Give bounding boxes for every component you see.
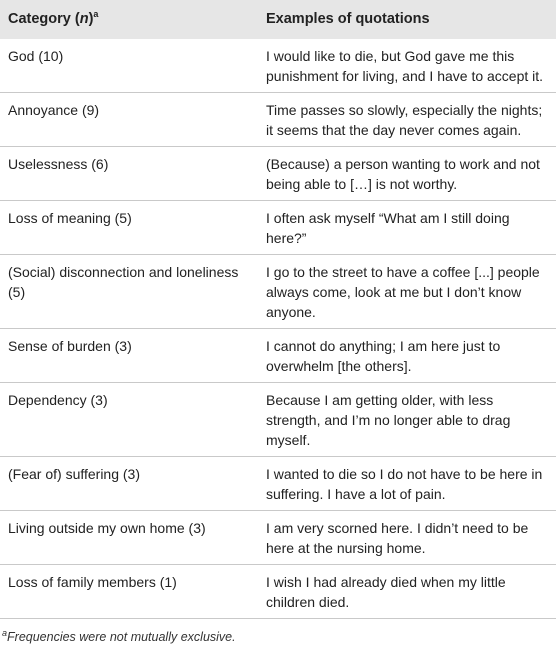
row-quote: I am very scorned here. I didn’t need to be here at the nursing home. — [256, 511, 556, 565]
row-quote: Because I am getting older, with less strength, and I’m no longer able to drag myself. — [256, 383, 556, 457]
row-quote: I go to the street to have a coffee [...] people always come, look at me but I don’t know anyone. — [256, 255, 556, 329]
row-quote: I wish I had already died when my little children died. — [256, 565, 556, 619]
row-category: Dependency (3) — [0, 383, 256, 457]
table-row — [0, 201, 556, 255]
table-row — [0, 565, 556, 619]
row-category: Loss of family members (1) — [0, 565, 256, 619]
header-category — [0, 0, 256, 39]
row-quote: I often ask myself “What am I still doing here?” — [256, 201, 556, 255]
table-row — [0, 511, 556, 565]
row-quote: I would like to die, but God gave me this punishment for living, and I have to accept it. — [266, 48, 544, 84]
table-row — [0, 255, 556, 329]
header-category-footnote-marker: a — [93, 9, 99, 20]
table-row — [0, 39, 556, 93]
row-quote: I wanted to die so I do not have to be here in suffering. I have a lot of pain. — [256, 457, 556, 511]
footnote-marker: a — [2, 627, 8, 638]
table-footnote — [0, 627, 236, 644]
table-row — [0, 457, 556, 511]
row-quote: Time passes so slowly, especially the nights; it seems that the day never comes again. — [256, 93, 556, 147]
row-category: Living outside my own home (3) — [0, 511, 256, 565]
table-row — [0, 147, 556, 201]
header-category-n: n — [79, 11, 89, 27]
row-category: (Fear of) suffering (3) — [0, 457, 256, 511]
table-row — [0, 383, 556, 457]
row-category: (Social) disconnection and loneliness (5) — [0, 255, 256, 329]
row-quote: (Because) a person wanting to work and not being able to […] is not worthy. — [256, 147, 556, 201]
footnote-text: Frequencies were not mutually exclusive. — [7, 630, 236, 644]
row-quote: I cannot do anything; I am here just to overwhelm [the others]. — [256, 329, 556, 383]
row-category: Sense of burden (3) — [0, 329, 256, 383]
row-category: God (10) — [8, 48, 64, 64]
header-category-suffix: ) — [88, 11, 94, 27]
table-row — [0, 93, 556, 147]
header-examples: Examples of quotations — [266, 11, 430, 27]
row-category: Loss of meaning (5) — [0, 201, 256, 255]
table-row — [0, 329, 556, 383]
table-header-row — [0, 0, 556, 39]
row-category: Annoyance (9) — [0, 93, 256, 147]
row-category: Uselessness (6) — [0, 147, 256, 201]
header-category-prefix: Category ( — [8, 11, 80, 27]
